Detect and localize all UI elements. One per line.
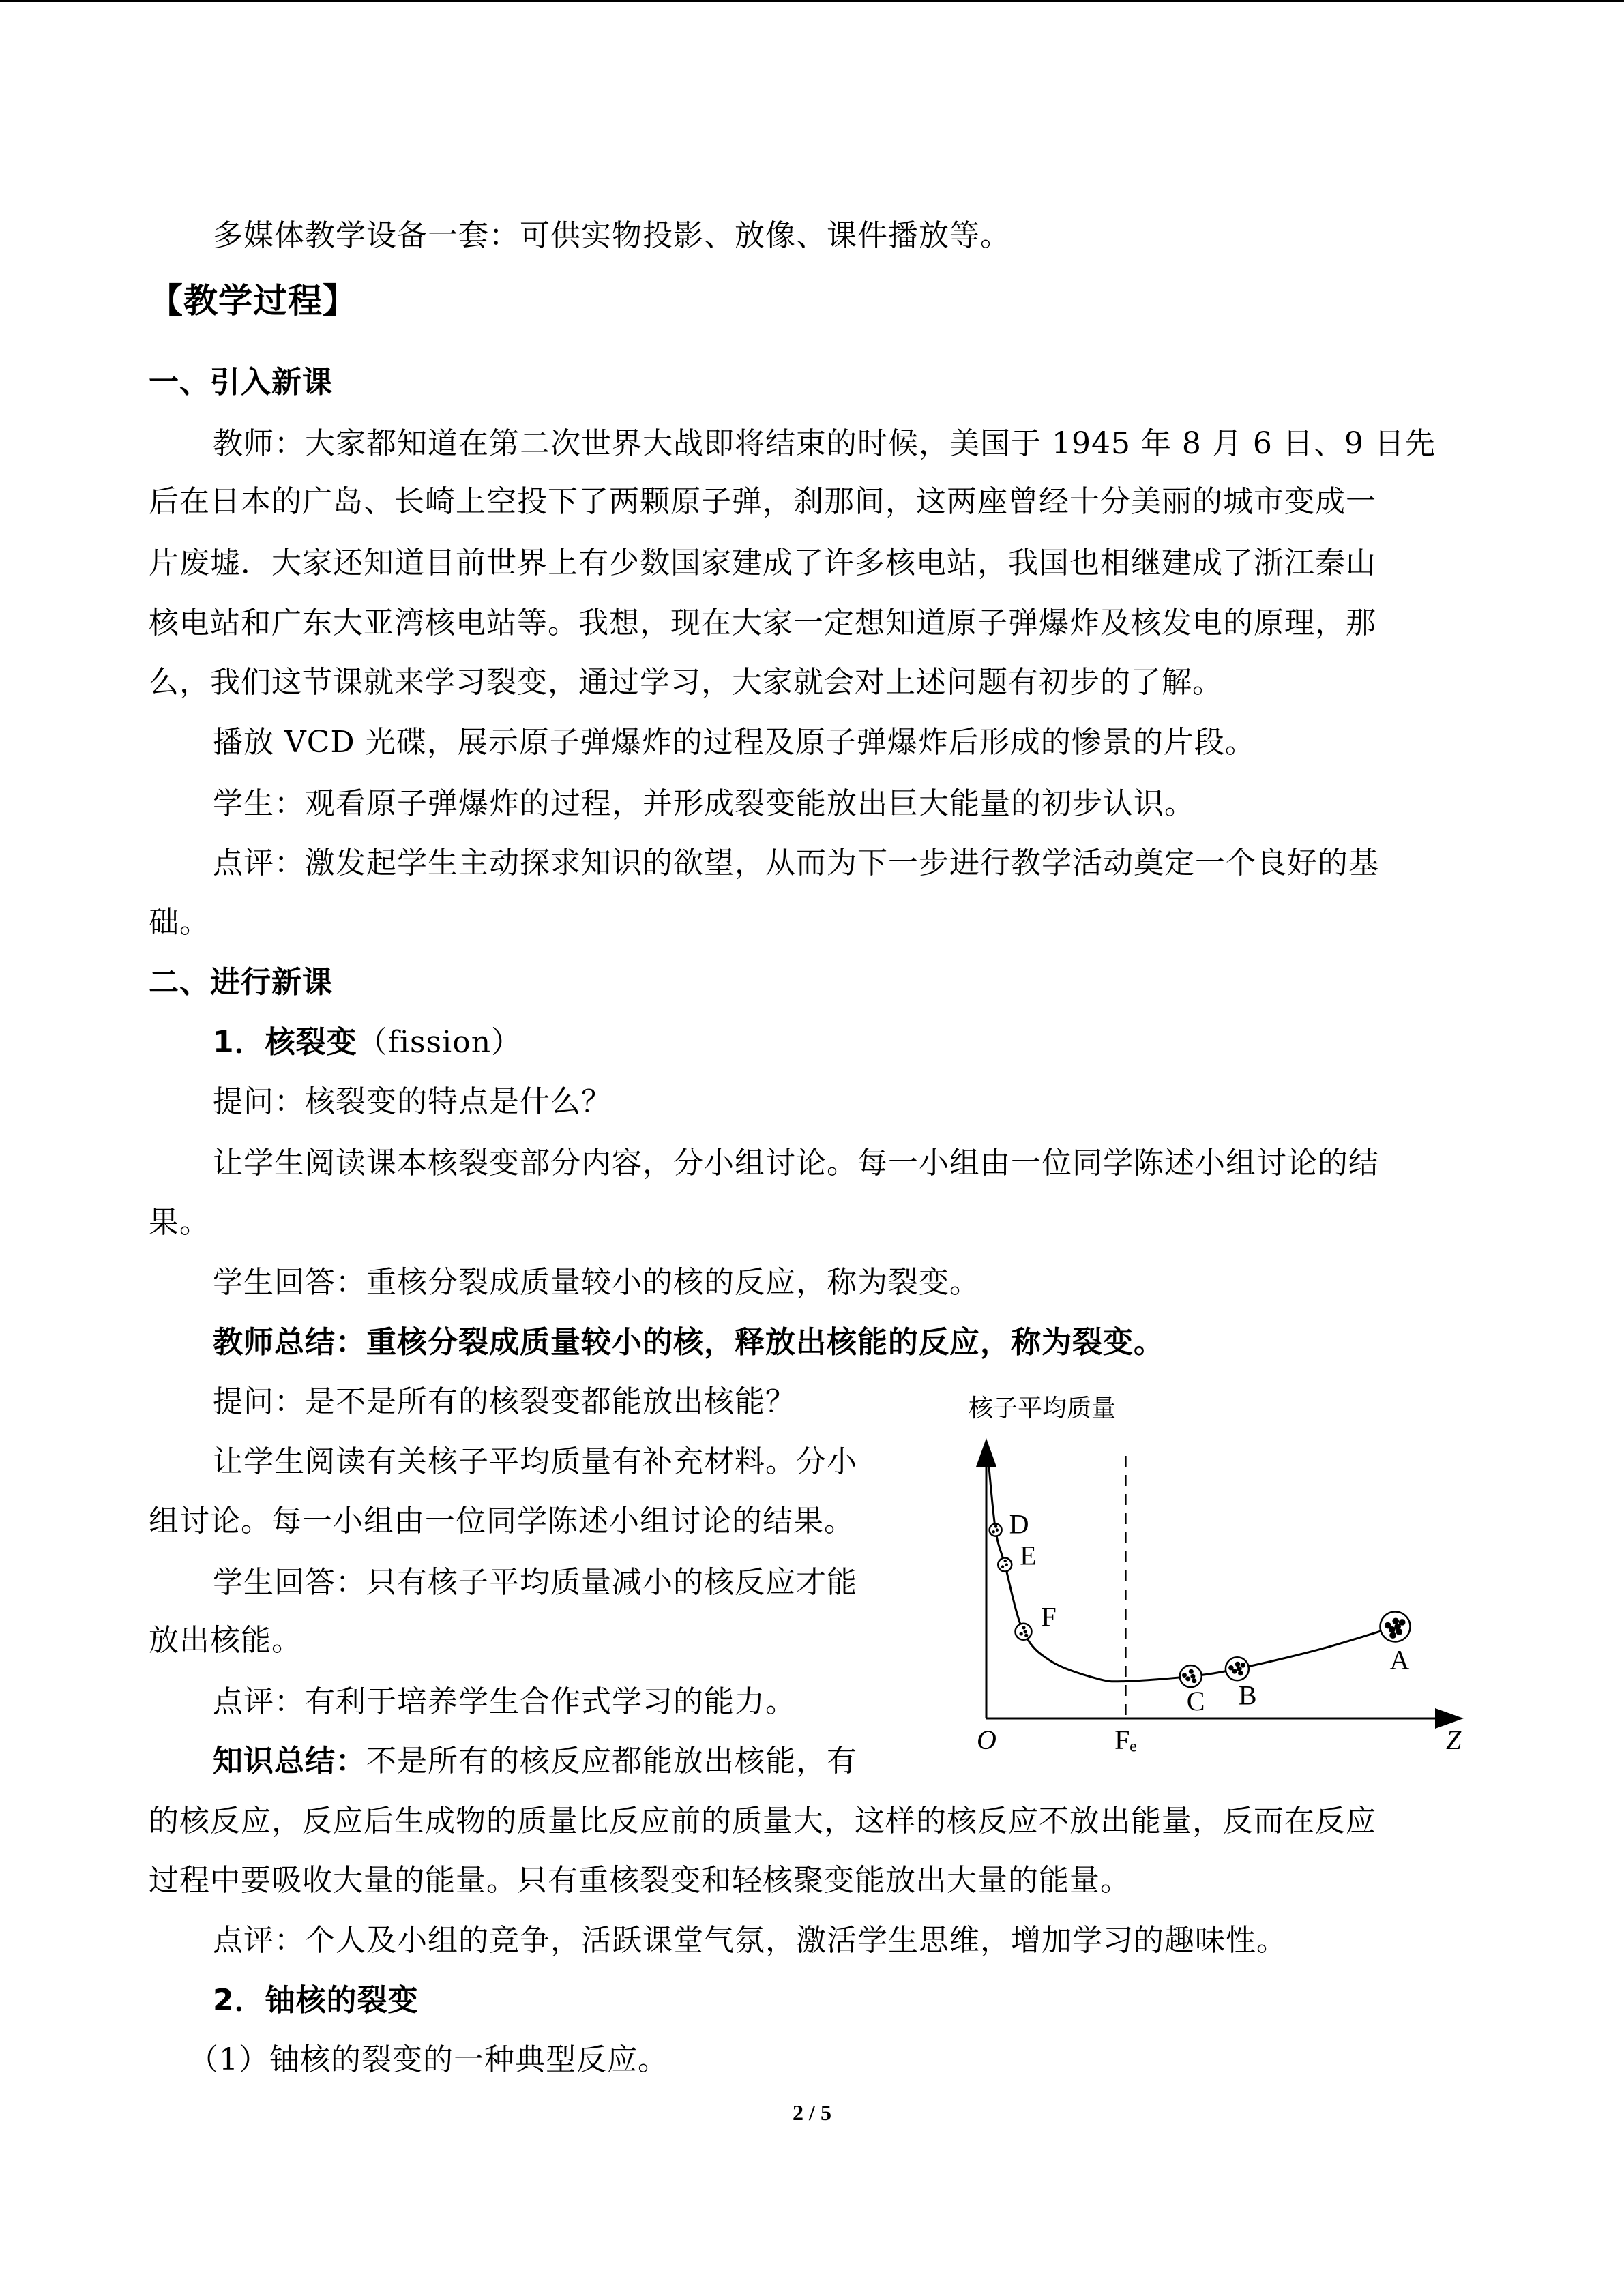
nucleon-dot [1235,1662,1240,1667]
x-axis-label: Z [1446,1725,1462,1755]
nucleon-dot [1182,1673,1187,1678]
para-line: 核电站和广东大亚湾核电站等。我想，现在大家一定想知道原子弹爆炸及核发电的原理，那 [149,606,1376,640]
nucleon-dot [1189,1669,1194,1674]
page-number: 2 / 5 [793,2100,831,2125]
nucleon-dot [1004,1560,1007,1562]
knowledge-summary-label: 知识总结： [213,1744,366,1778]
data-point-A [1381,1611,1411,1675]
nucleon-dot [1005,1563,1008,1566]
data-point-D [990,1509,1029,1540]
para-line: 组讨论。每一小组由一位同学陈述小组讨论的结果。 [149,1504,855,1538]
para-line: 学生：观看原子弹爆炸的过程，并形成裂变能放出巨大能量的初步认识。 [213,786,1195,821]
subheading-fission [149,1011,1522,1074]
data-point-C [1180,1665,1205,1716]
subheading-fission-english: （fission） [357,1025,522,1060]
para-line: 播放 VCD 光碟，展示原子弹爆炸的过程及原子弹爆炸后形成的惨景的片段。 [213,725,1256,760]
nucleon-dot [1399,1619,1406,1626]
point-label: D [1009,1508,1029,1540]
origin-label: O [977,1725,996,1755]
fe-tick-label: Fₑ [1114,1725,1137,1755]
para-line: 点评：激发起学生主动探求知识的欲望，从而为下一步进行教学活动奠定一个良好的基 [213,846,1379,880]
point-label: A [1389,1644,1410,1675]
para-line: 教师：大家都知道在第二次世界大战即将结束的时候，美国于 1945 年 8 月 6 日、9 日先 [213,426,1436,461]
para-line: 果。 [149,1205,210,1240]
nucleon-dot [1023,1630,1027,1633]
nucleon-dot [992,1530,995,1533]
points-layer [990,1509,1411,1717]
nucleon-dot [1190,1674,1195,1679]
nucleon-dot [1237,1667,1241,1671]
nucleon-dot [1020,1632,1023,1635]
mass-curve [988,1458,1396,1682]
nucleon-dot [1396,1628,1403,1635]
nucleon-dot [1241,1663,1245,1667]
para-line: 么，我们这节课就来学习裂变，通过学习，大家就会对上述问题有初步的了解。 [149,665,1223,700]
nucleon-dot [1024,1634,1028,1637]
subheading-uranium: 2．铀核的裂变 [213,1983,419,2018]
para-line: 提问：核裂变的特点是什么？ [213,1084,612,1119]
point-label: F [1041,1601,1057,1632]
nucleon-dot [1001,1565,1004,1568]
heading-new-lesson: 二、进行新课 [149,965,333,1000]
knowledge-summary-text: 不是所有的核反应都能放出核能，有 [366,1744,857,1778]
nucleon-dot [994,1525,997,1527]
point-label: B [1238,1680,1257,1711]
heading-intro: 一、引入新课 [149,365,333,400]
data-point-E [998,1540,1036,1572]
chart-ylabel: 核子平均质量 [969,1395,1117,1422]
nucleon-mass-chart [941,1381,1487,1763]
para-line: 的核反应，反应后生成物的质量比反应前的质量大，这样的核反应不放出能量，反而在反应 [149,1804,1376,1838]
nucleon-dot [1238,1671,1243,1675]
section-heading-process: 【教学过程】 [149,281,357,320]
para-line: 学生回答：只有核子平均质量减小的核反应才能 [213,1565,857,1600]
para-line: 点评：个人及小组的竞争，活跃课堂气氛，激活学生思维，增加学习的趣味性。 [213,1923,1287,1958]
teacher-summary: 教师总结：重核分裂成质量较小的核，释放出核能的反应，称为裂变。 [213,1325,1164,1360]
para-line: 础。 [149,905,210,940]
subheading-fission-label: 1．核裂变 [213,1025,357,1060]
nucleon-dot [1228,1665,1233,1670]
nucleon-dot [1389,1632,1396,1639]
nucleon-dot [1192,1678,1196,1683]
para-line: 片废墟．大家还知道目前世界上有少数国家建成了许多核电站，我国也相继建成了浙江秦山 [149,546,1376,580]
point-label: C [1186,1686,1205,1717]
para-line: 让学生阅读有关核子平均质量有补充材料。分小 [213,1444,857,1479]
para-line: （1）铀核的裂变的一种典型反应。 [188,2042,668,2077]
nucleon-dot [996,1528,999,1531]
equipment-text: 多媒体教学设备一套：可供实物投影、放像、课件播放等。 [213,218,1011,253]
nucleon-dot [1392,1617,1399,1624]
nucleon-dot [1185,1676,1190,1681]
para-line: 放出核能。 [149,1623,302,1658]
para-line: 过程中要吸收大量的能量。只有重核裂变和轻核聚变能放出大量的能量。 [149,1863,1131,1898]
knowledge-summary [149,1730,977,1793]
data-point-F [1016,1602,1057,1640]
top-border [0,0,1624,2]
point-label: E [1020,1540,1037,1571]
para-line: 让学生阅读课本核裂变部分内容，分小组讨论。每一小组由一位同学陈述小组讨论的结 [213,1146,1379,1180]
para-line: 后在日本的广岛、长崎上空投下了两颗原子弹，刹那间，这两座曾经十分美丽的城市变成一 [149,484,1376,519]
para-line: 提问：是不是所有的核裂变都能放出核能？ [213,1384,796,1419]
nucleon-dot [1022,1626,1025,1629]
para-line: 点评：有利于培养学生合作式学习的能力。 [213,1684,796,1719]
para-line: 学生回答：重核分裂成质量较小的核的反应，称为裂变。 [213,1265,980,1300]
nucleon-dot [1385,1622,1391,1629]
